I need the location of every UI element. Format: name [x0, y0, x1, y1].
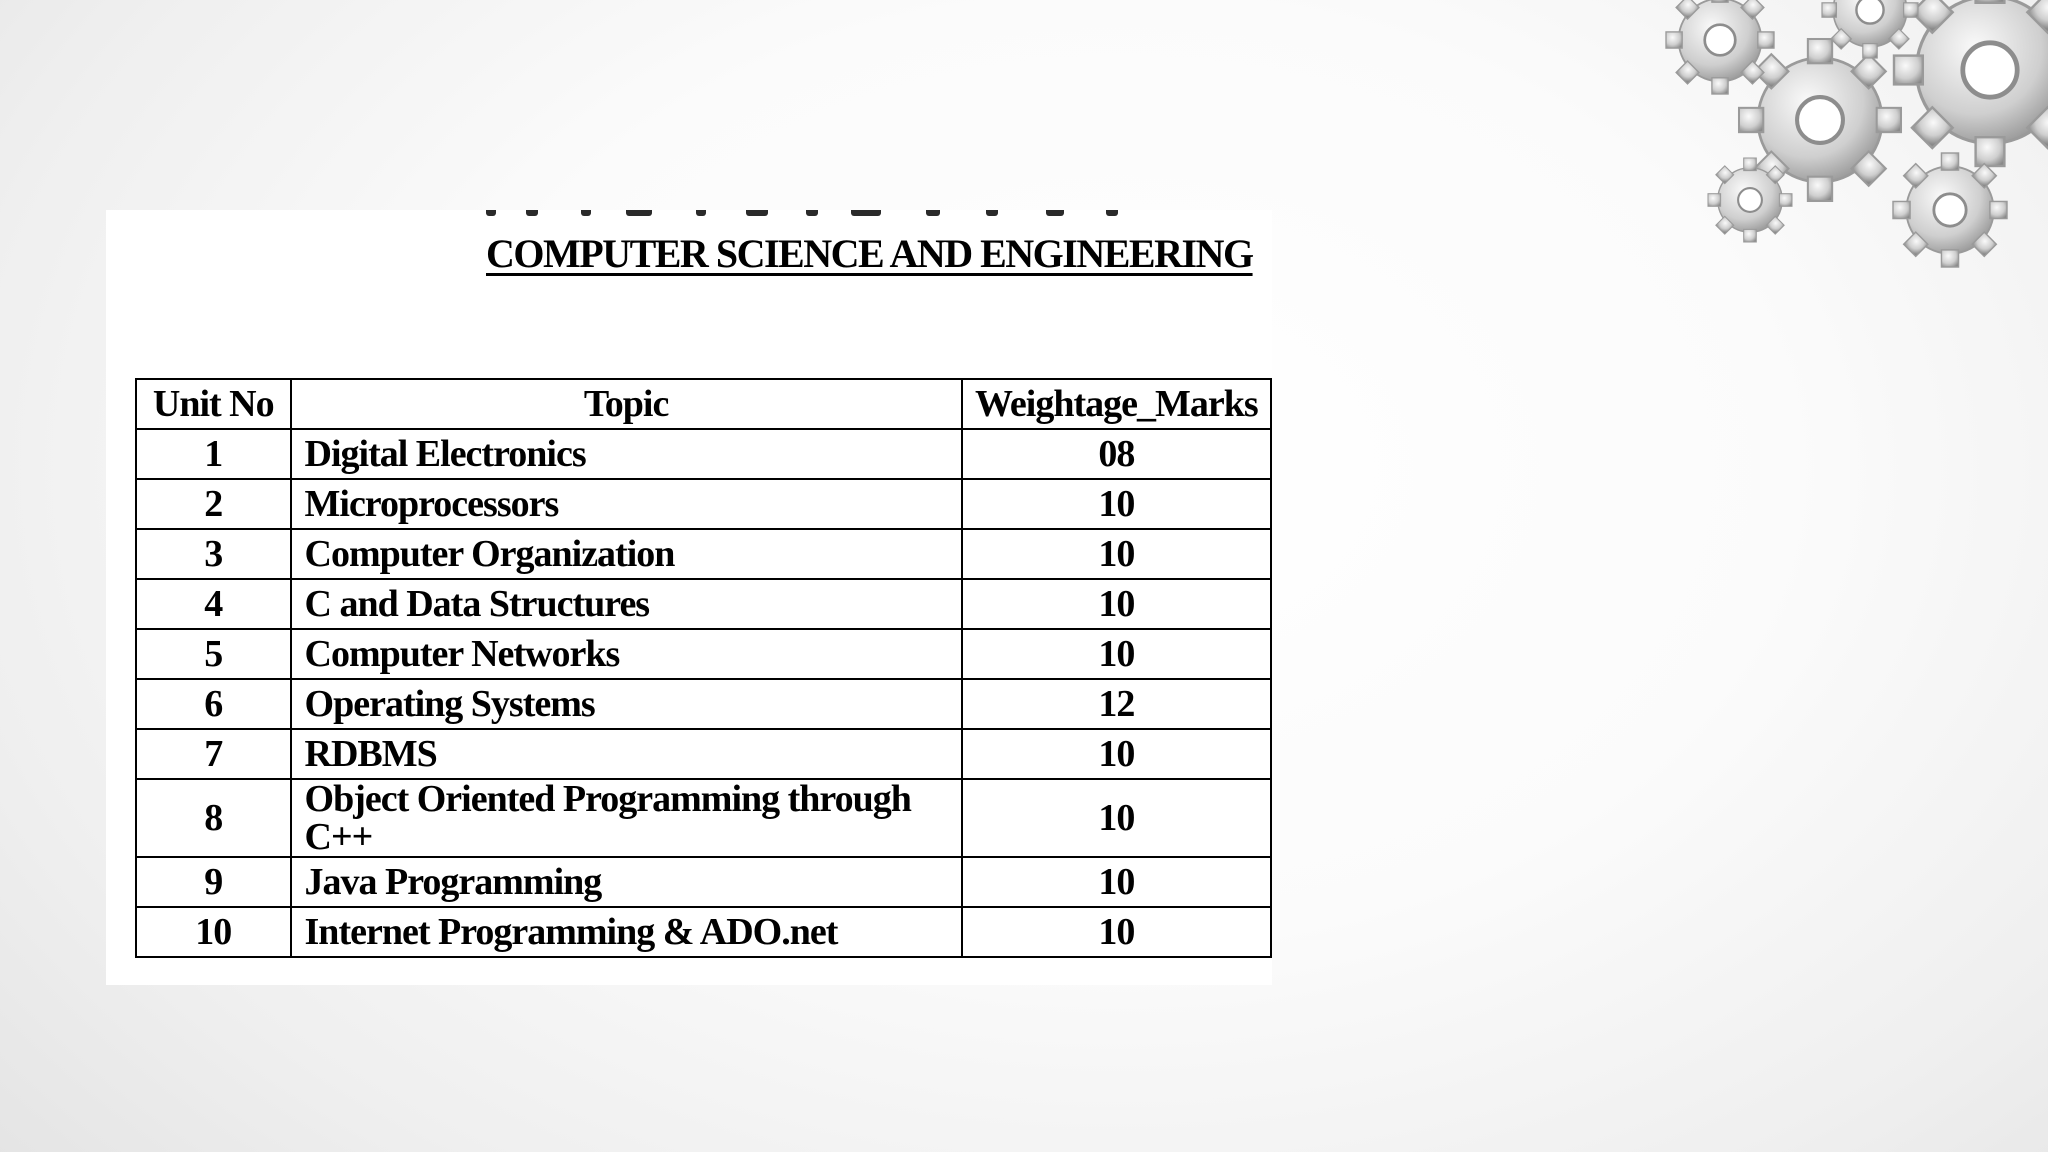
topic-cell: Computer Organization — [291, 529, 962, 579]
marks-cell: 10 — [962, 629, 1271, 679]
topic-cell: Digital Electronics — [291, 429, 962, 479]
header-unit-no: Unit No — [136, 379, 291, 429]
marks-cell: 10 — [962, 779, 1271, 857]
topic-cell: Internet Programming & ADO.net — [291, 907, 962, 957]
marks-cell: 08 — [962, 429, 1271, 479]
table-row — [136, 907, 1271, 957]
table-row — [136, 679, 1271, 729]
marks-cell: 10 — [962, 479, 1271, 529]
topic-cell: C and Data Structures — [291, 579, 962, 629]
topic-cell: Computer Networks — [291, 629, 962, 679]
unit-cell: 8 — [136, 779, 291, 857]
marks-cell: 10 — [962, 529, 1271, 579]
unit-cell: 5 — [136, 629, 291, 679]
marks-cell: 10 — [962, 579, 1271, 629]
topic-cell: Operating Systems — [291, 679, 962, 729]
unit-cell: 2 — [136, 479, 291, 529]
table-row — [136, 729, 1271, 779]
cropped-text-line — [486, 210, 1146, 219]
table-row — [136, 857, 1271, 907]
unit-cell: 7 — [136, 729, 291, 779]
topic-text: Object Oriented Programming through — [304, 778, 911, 820]
topic-cell — [291, 779, 962, 857]
marks-cell: 10 — [962, 857, 1271, 907]
table-row — [136, 429, 1271, 479]
topic-cell: Java Programming — [291, 857, 962, 907]
header-topic: Topic — [291, 379, 962, 429]
unit-cell: 10 — [136, 907, 291, 957]
marks-cell: 10 — [962, 729, 1271, 779]
table-row — [136, 479, 1271, 529]
table-row — [136, 529, 1271, 579]
marks-cell: 12 — [962, 679, 1271, 729]
unit-cell: 4 — [136, 579, 291, 629]
header-weightage-marks: Weightage_Marks — [962, 379, 1271, 429]
unit-cell: 3 — [136, 529, 291, 579]
weightage-table — [135, 378, 1272, 958]
document-image — [106, 210, 1272, 985]
table-header-row — [136, 379, 1271, 429]
marks-cell: 10 — [962, 907, 1271, 957]
gears-icon — [1660, 0, 2048, 300]
unit-cell: 1 — [136, 429, 291, 479]
table-row — [136, 579, 1271, 629]
topic-cell: Microprocessors — [291, 479, 962, 529]
table-row — [136, 629, 1271, 679]
unit-cell: 9 — [136, 857, 291, 907]
topic-suffix: C++ — [304, 816, 373, 858]
unit-cell: 6 — [136, 679, 291, 729]
topic-cell: RDBMS — [291, 729, 962, 779]
table-row — [136, 779, 1271, 857]
document-title: COMPUTER SCIENCE AND ENGINEERING — [486, 231, 1253, 276]
